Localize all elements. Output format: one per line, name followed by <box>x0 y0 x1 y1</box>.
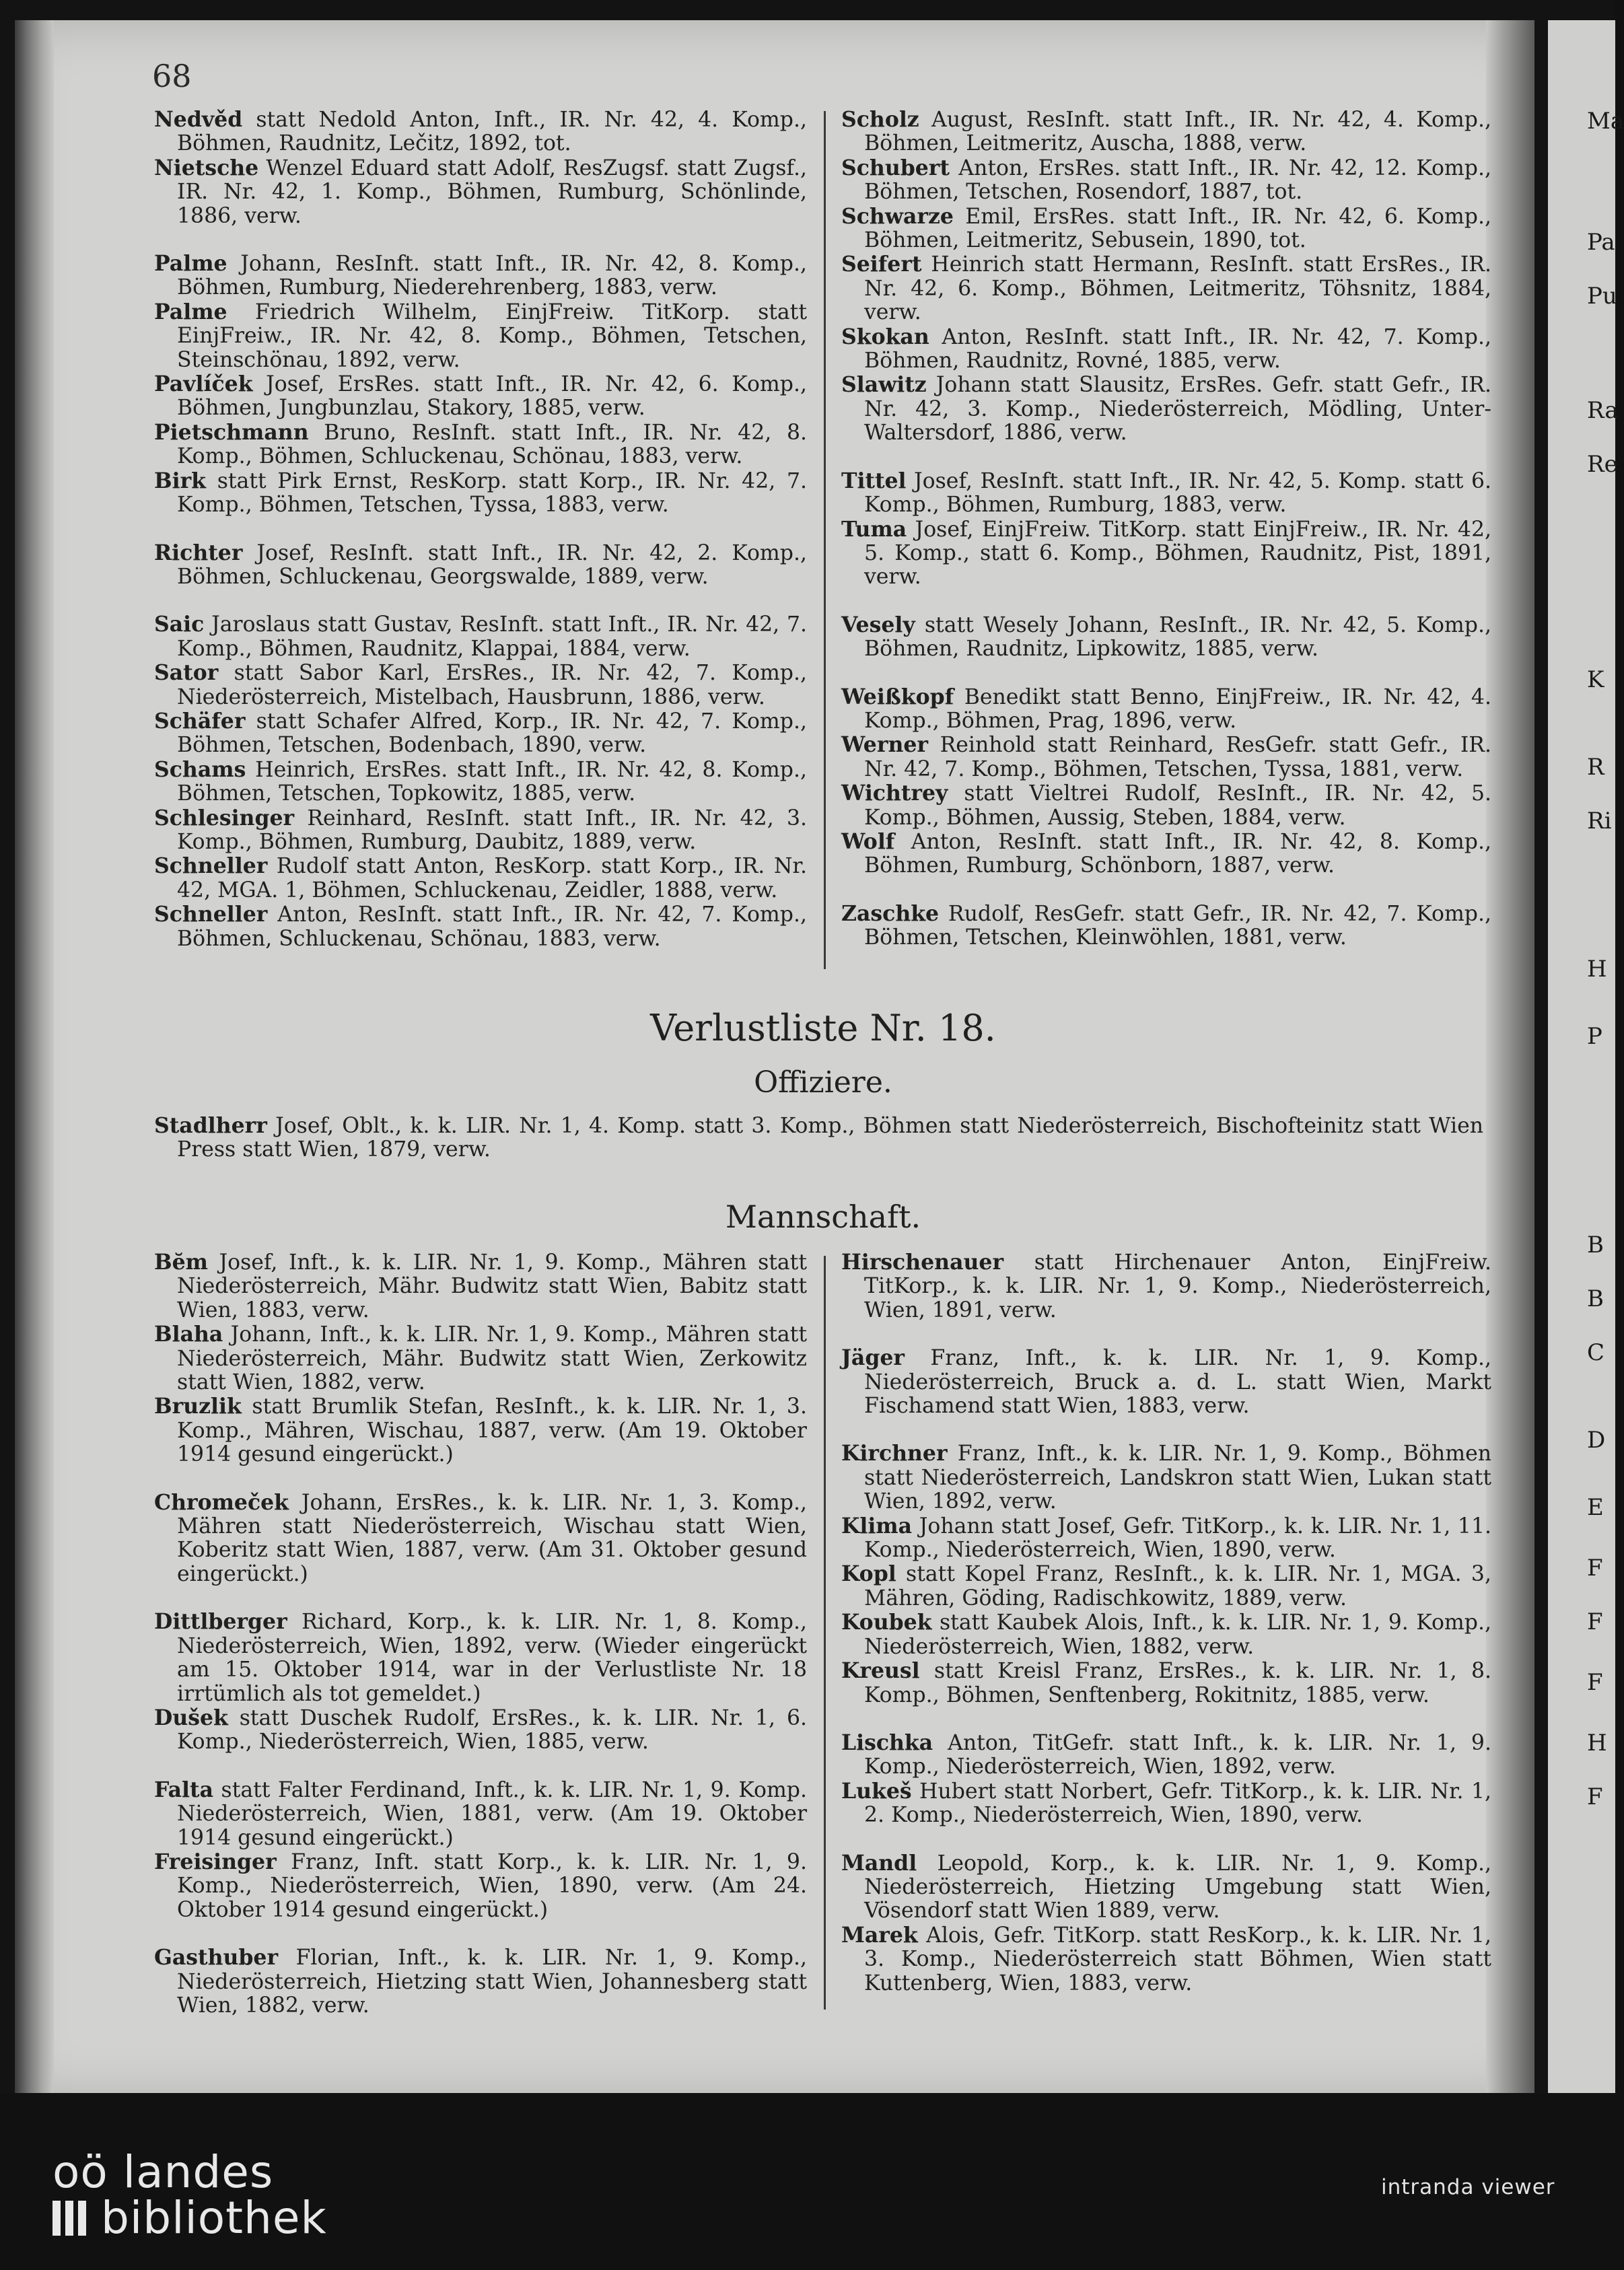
entry-name: Pavlíček <box>154 371 253 397</box>
entry-name: Gasthuber <box>154 1945 279 1971</box>
entry-name: Schäfer <box>154 708 246 734</box>
entry-text: statt Nedold Anton, Inft., IR. Nr. 42, 4. Komp., Böhmen, Raudnitz, Lečitz, 1892, tot. <box>177 108 807 156</box>
entry-text: Josef, Oblt., k. k. LIR. Nr. 1, 4. Komp. statt 3. Komp., Böhmen statt Niederösterreich, Bischofteinitz statt Wien Press statt Wien, 1879, verw. <box>177 1114 1483 1162</box>
entry-name: Lukeš <box>841 1778 912 1804</box>
logo-text-line1: oö landes <box>52 2146 274 2198</box>
entry-text: Florian, Inft., k. k. LIR. Nr. 1, 9. Komp., Niederösterreich, Hietzing statt Wien, Johannesberg statt Wien, 1882, verw. <box>177 1946 807 2018</box>
casualty-entry <box>154 854 807 902</box>
entry-text: Josef, ResInft. statt Inft., IR. Nr. 42, 5. Komp. statt 6. Komp., Böhmen, Rumburg, 1883, verw. <box>864 468 1491 518</box>
entry-spacer <box>154 228 807 252</box>
casualty-entry <box>154 1322 807 1394</box>
casualty-entry <box>841 325 1491 374</box>
entry-name: Stadlherr <box>154 1113 267 1138</box>
entry-name: Kirchner <box>841 1441 948 1466</box>
casualty-entry <box>841 685 1491 734</box>
entry-text: Benedikt statt Benno, EinjFreiw., IR. Nr. 42, 4. Komp., Böhmen, Prag, 1896, verw. <box>864 684 1491 733</box>
entry-text: statt Pirk Ernst, ResKorp. statt Korp., IR. Nr. 42, 7. Komp., Böhmen, Tetschen, Tyssa, 1883, verw. <box>177 468 807 518</box>
casualty-entry <box>841 1659 1491 1707</box>
casualty-entry <box>154 372 807 421</box>
casualty-entry <box>154 156 807 228</box>
entry-text: statt Brumlik Stefan, ResInft., k. k. LIR. Nr. 1, 3. Komp., Mähren, Wischau, 1887, verw. (Am 19. Oktober 1914 gesund eingerückt.) <box>177 1394 807 1467</box>
entry-name: Wolf <box>841 828 895 854</box>
entry-name: Saic <box>154 612 205 637</box>
entry-text: Reinhard, ResInft. statt Inft., IR. Nr. 42, 3. Komp., Böhmen, Rumburg, Daubitz, 1889, verw. <box>177 806 807 854</box>
casualty-entry <box>154 1778 807 1850</box>
entry-name: Werner <box>841 732 928 758</box>
column-divider-bottom <box>824 1256 826 2010</box>
casualty-entry <box>841 1923 1491 1995</box>
entry-text: Richard, Korp., k. k. LIR. Nr. 1, 8. Komp., Niederösterreich, Wien, 1892, verw. (Wieder eingerückt am 15. Oktober 1914, war in der Verlustliste Nr. 18 irrtümlich als tot gemeldet.) <box>177 1610 807 1706</box>
entry-text: Hubert statt Norbert, Gefr. TitKorp., k. k. LIR. Nr. 1, 2. Komp., Niederösterreich, Wien, 1890, verw. <box>864 1779 1491 1828</box>
entry-text: Josef, ResInft. statt Inft., IR. Nr. 42, 2. Komp., Böhmen, Schluckenau, Georgswalde, 1889, verw. <box>177 540 807 589</box>
next-page-fragment: R <box>1587 754 1604 781</box>
entry-text: Franz, Inft., k. k. LIR. Nr. 1, 9. Komp., Böhmen statt Niederösterreich, Landskron statt Wien, Lukan statt Wien, 1892, verw. <box>864 1442 1491 1514</box>
entry-name: Tuma <box>841 516 907 542</box>
viewer-brand-label: intranda viewer <box>1381 2175 1555 2199</box>
entry-name: Wichtrey <box>841 781 948 806</box>
casualty-entry <box>154 469 807 518</box>
next-page-fragment: P <box>1587 1023 1602 1050</box>
page-gutter-shadow <box>1486 20 1534 2100</box>
left-column-top <box>154 108 807 951</box>
entry-name: Schlesinger <box>154 805 295 830</box>
casualty-entry <box>154 1850 807 1922</box>
entry-text: Josef, EinjFreiw. TitKorp. statt EinjFreiw., IR. Nr. 42, 5. Komp., statt 6. Komp., Böhmen, Raudnitz, Pist, 1891, verw. <box>864 517 1491 590</box>
next-page-fragment: H <box>1587 1730 1607 1757</box>
entry-text: statt Schafer Alfred, Korp., IR. Nr. 42, 7. Komp., Böhmen, Tetschen, Bodenbach, 1890, verw. <box>177 709 807 758</box>
entry-text: Rudolf, ResGefr. statt Gefr., IR. Nr. 42, 7. Komp., Böhmen, Tetschen, Kleinwöhlen, 1881, verw. <box>864 901 1491 950</box>
casualty-entry <box>154 1610 807 1706</box>
next-page-fragment: D <box>1587 1427 1606 1454</box>
entry-text: Friedrich Wilhelm, EinjFreiw. TitKorp. statt EinjFreiw., IR. Nr. 42, 8. Komp., Böhmen, Tetschen, Steinschönau, 1892, verw. <box>177 299 807 372</box>
casualty-entry <box>154 1394 807 1466</box>
next-page-fragment: C <box>1587 1339 1605 1366</box>
casualty-entry <box>841 252 1491 324</box>
next-page-fragment: B <box>1587 1285 1604 1312</box>
entry-spacer <box>154 1922 807 1946</box>
logo-bars-icon <box>52 2197 94 2232</box>
entry-text: Anton, TitGefr. statt Inft., k. k. LIR. Nr. 1, 9. Komp., Niederösterreich, Wien, 1892, verw. <box>864 1730 1491 1779</box>
entry-text: Johann statt Slausitz, ErsRes. Gefr. statt Gefr., IR. Nr. 42, 3. Komp., Niederösterreich, Mödling, Unter-Waltersdorf, 1886, verw. <box>864 373 1491 446</box>
entry-spacer <box>841 878 1491 902</box>
casualty-entry <box>841 469 1491 518</box>
next-page-fragment: Pu <box>1587 283 1617 310</box>
next-page-fragment: Ri <box>1587 808 1612 835</box>
entry-name: Vesely <box>841 612 915 637</box>
entry-spacer <box>154 1467 807 1491</box>
entry-text: Rudolf statt Anton, ResKorp. statt Korp., IR. Nr. 42, MGA. 1, Böhmen, Schluckenau, Zeidler, 1888, verw. <box>177 854 807 902</box>
entry-name: Sator <box>154 660 219 686</box>
next-page-fragment: F <box>1587 1608 1603 1635</box>
entry-text: statt Kreisl Franz, ErsRes., k. k. LIR. Nr. 1, 8. Komp., Böhmen, Senftenberg, Rokitnitz, 1885, verw. <box>864 1659 1491 1707</box>
entry-name: Kreusl <box>841 1658 920 1684</box>
casualty-entry <box>154 1491 807 1587</box>
officer-entry <box>154 1114 1483 1162</box>
entry-name: Palme <box>154 299 227 324</box>
casualty-entry <box>841 205 1491 253</box>
entry-name: Skokan <box>841 324 929 349</box>
entry-text: statt Vieltrei Rudolf, ResInft., IR. Nr. 42, 5. Komp., Böhmen, Aussig, Steben, 1884, verw. <box>864 781 1491 830</box>
casualty-entry <box>841 733 1491 781</box>
entry-text: Josef, Inft., k. k. LIR. Nr. 1, 9. Komp., Mähren statt Niederösterreich, Mähr. Budwitz statt Wien, Babitz statt Wien, 1883, verw. <box>177 1250 807 1322</box>
entry-name: Richter <box>154 540 243 565</box>
entry-name: Schwarze <box>841 203 954 229</box>
entry-name: Birk <box>154 468 207 493</box>
next-page-fragment: H <box>1587 956 1607 983</box>
entry-name: Nietsche <box>154 155 259 180</box>
casualty-entry <box>154 806 807 855</box>
entry-name: Marek <box>841 1922 918 1948</box>
entry-name: Koubek <box>841 1610 932 1635</box>
entry-text: statt Kopel Franz, ResInft., k. k. LIR. Nr. 1, MGA. 3, Mähren, Göding, Radischkowitz, 1889, verw. <box>864 1562 1491 1610</box>
casualty-entry <box>154 421 807 469</box>
right-column-top <box>841 108 1491 950</box>
casualty-entry <box>841 830 1491 878</box>
entry-text: Emil, ErsRes. statt Inft., IR. Nr. 42, 6. Komp., Böhmen, Leitmeritz, Sebusein, 1890, tot. <box>864 204 1491 253</box>
next-page-edge <box>1548 20 1624 2100</box>
casualty-entry <box>841 613 1491 662</box>
entry-name: Zaschke <box>841 900 940 926</box>
casualty-entry <box>154 661 807 709</box>
entry-text: August, ResInft. statt Inft., IR. Nr. 42, 4. Komp., Böhmen, Leitmeritz, Auscha, 1888, verw. <box>864 108 1491 156</box>
next-page-fragment: Ra <box>1587 397 1619 424</box>
casualty-entry <box>841 1562 1491 1610</box>
entry-text: Franz, Inft., k. k. LIR. Nr. 1, 9. Komp., Niederösterreich, Bruck a. d. L. statt Wien, Markt Fischamend statt Wien, 1883, verw. <box>864 1346 1491 1419</box>
casualty-entry <box>841 108 1491 156</box>
library-logo[interactable] <box>52 2146 327 2244</box>
entry-name: Dušek <box>154 1705 228 1730</box>
entry-text: Alois, Gefr. TitKorp. statt ResKorp., k. k. LIR. Nr. 1, 3. Komp., Niederösterreich statt Böhmen, Wien statt Kuttenberg, Wien, 1883, verw. <box>864 1923 1491 1995</box>
officers-heading: Offiziere. <box>754 1065 892 1100</box>
entry-name: Freisinger <box>154 1849 277 1874</box>
casualty-entry <box>154 612 807 661</box>
entry-text: statt Sabor Karl, ErsRes., IR. Nr. 42, 7. Komp., Niederösterreich, Mistelbach, Hausbrunn, 1886, verw. <box>177 661 807 709</box>
entry-name: Dittlberger <box>154 1609 287 1635</box>
entry-spacer <box>841 1707 1491 1731</box>
entry-name: Nedvěd <box>154 107 243 132</box>
entry-name: Jäger <box>841 1345 905 1371</box>
entry-name: Palme <box>154 251 227 277</box>
entry-spacer <box>154 589 807 612</box>
casualty-entry <box>841 1779 1491 1828</box>
casualty-entry <box>841 373 1491 445</box>
casualty-entry <box>154 709 807 758</box>
entry-name: Schubert <box>841 155 950 180</box>
left-column-bottom <box>154 1250 807 2018</box>
entry-text: Anton, ResInft. statt Inft., IR. Nr. 42, 7. Komp., Böhmen, Raudnitz, Rovné, 1885, verw. <box>864 324 1491 374</box>
entry-text: statt Wesely Johann, ResInft., IR. Nr. 42, 5. Komp., Böhmen, Raudnitz, Lipkowitz, 1885, verw. <box>864 612 1491 662</box>
entry-name: Scholz <box>841 107 919 132</box>
entry-name: Bruzlik <box>154 1394 242 1419</box>
casualty-entry <box>154 252 807 300</box>
casualty-entry <box>841 1851 1491 1923</box>
entry-text: statt Falter Ferdinand, Inft., k. k. LIR. Nr. 1, 9. Komp. Niederösterreich, Wien, 1881, verw. (Am 19. Oktober 1914 gesund eingerückt.) <box>177 1777 807 1850</box>
entry-text: Johann, ErsRes., k. k. LIR. Nr. 1, 3. Komp., Mähren statt Niederösterreich, Wischau statt Wien, Koberitz statt Wien, 1887, verw. (Am 31. Oktober gesund eingerückt.) <box>177 1490 807 1586</box>
entry-text: Heinrich, ErsRes. statt Inft., IR. Nr. 42, 8. Komp., Böhmen, Tetschen, Topkowitz, 1885, verw. <box>177 757 807 806</box>
next-page-fragment: F <box>1587 1783 1603 1810</box>
entry-text: Wenzel Eduard statt Adolf, ResZugsf. statt Zugsf., IR. Nr. 42, 1. Komp., Böhmen, Rumburg, Schönlinde, 1886, verw. <box>177 155 807 228</box>
entry-text: statt Hirchenauer Anton, EinjFreiw. TitKorp., k. k. LIR. Nr. 1, 9. Komp., Niederösterreich, Wien, 1891, verw. <box>864 1250 1491 1322</box>
entry-name: Falta <box>154 1777 213 1802</box>
entry-text: Josef, ErsRes. statt Inft., IR. Nr. 42, 6. Komp., Böhmen, Jungbunzlau, Stakory, 1885, verw. <box>177 372 807 421</box>
entry-name: Kopl <box>841 1561 896 1587</box>
entry-text: Anton, ResInft. statt Inft., IR. Nr. 42, 7. Komp., Böhmen, Schluckenau, Schönau, 1883, verw. <box>177 902 807 951</box>
entry-name: Slawitz <box>841 372 927 398</box>
next-page-fragment: Pa <box>1587 229 1615 256</box>
entry-name: Chromeček <box>154 1489 289 1515</box>
entry-text: Bruno, ResInft. statt Inft., IR. Nr. 42, 8. Komp., Böhmen, Schluckenau, Schönau, 1883, verw. <box>177 420 807 469</box>
entry-name: Bĕm <box>154 1250 208 1275</box>
casualty-entry <box>154 108 807 156</box>
casualty-entry <box>154 1946 807 2018</box>
entry-text: Reinhold statt Reinhard, ResGefr. statt Gefr., IR. Nr. 42, 7. Komp., Böhmen, Tetschen, Tyssa, 1881, verw. <box>864 733 1491 781</box>
casualty-entry <box>841 1610 1491 1659</box>
entry-name: Weißkopf <box>841 684 954 709</box>
entry-spacer <box>154 1586 807 1610</box>
casualty-entry <box>841 518 1491 590</box>
entry-text: Jaroslaus statt Gustav, ResInft. statt Inft., IR. Nr. 42, 7. Komp., Böhmen, Raudnitz, Klappai, 1884, verw. <box>177 612 807 661</box>
list-title: Verlustliste Nr. 18. <box>650 1007 996 1049</box>
entry-name: Tittel <box>841 468 907 493</box>
casualty-entry <box>154 1706 807 1754</box>
right-column-bottom <box>841 1250 1491 1995</box>
column-divider <box>824 111 826 969</box>
entry-text: Johann, Inft., k. k. LIR. Nr. 1, 9. Komp., Mähren statt Niederösterreich, Mähr. Budwitz statt Wien, Zerkowitz statt Wien, 1882, verw. <box>177 1322 807 1395</box>
entry-spacer <box>841 446 1491 469</box>
entry-spacer <box>841 590 1491 613</box>
casualty-entry <box>841 1731 1491 1779</box>
entry-name: Mandl <box>841 1850 917 1876</box>
entry-name: Schneller <box>154 853 268 879</box>
casualty-entry <box>154 1250 807 1322</box>
casualty-entry <box>841 156 1491 205</box>
entry-spacer <box>841 1418 1491 1442</box>
entry-text: statt Kaubek Alois, Inft., k. k. LIR. Nr. 1, 9. Komp., Niederösterreich, Wien, 1882, verw. <box>864 1610 1491 1659</box>
entry-name: Schams <box>154 756 246 782</box>
casualty-entry <box>841 1514 1491 1563</box>
next-page-fragment: Ma <box>1587 108 1624 135</box>
entry-spacer <box>841 1828 1491 1851</box>
entry-name: Lischka <box>841 1730 933 1755</box>
entry-spacer <box>154 518 807 541</box>
entry-text: Franz, Inft. statt Korp., k. k. LIR. Nr. 1, 9. Komp., Niederösterreich, Wien, 1890, verw. (Am 24. Oktober 1914 gesund eingerückt.) <box>177 1849 807 1922</box>
entry-spacer <box>841 1322 1491 1346</box>
casualty-entry <box>154 758 807 806</box>
men-heading: Mannschaft. <box>725 1199 921 1235</box>
casualty-entry <box>841 902 1491 950</box>
casualty-entry <box>841 1250 1491 1322</box>
casualty-entry <box>154 300 807 372</box>
casualty-entry <box>154 902 807 951</box>
logo-text-line2: bibliothek <box>101 2192 327 2244</box>
next-page-fragment: F <box>1587 1669 1603 1696</box>
casualty-entry <box>841 781 1491 830</box>
entry-spacer <box>841 662 1491 685</box>
entry-text: Anton, ResInft. statt Inft., IR. Nr. 42, 8. Komp., Böhmen, Rumburg, Schönborn, 1887, verw. <box>864 829 1491 878</box>
entry-text: Leopold, Korp., k. k. LIR. Nr. 1, 9. Komp., Niederösterreich, Hietzing Umgebung statt Wien, Vösendorf statt Wien 1889, verw. <box>864 1851 1491 1923</box>
casualty-entry <box>841 1346 1491 1418</box>
entry-name: Seifert <box>841 252 922 277</box>
casualty-entry <box>154 541 807 590</box>
entry-spacer <box>154 1754 807 1778</box>
casualty-entry <box>841 1442 1491 1514</box>
entry-name: Klima <box>841 1513 913 1538</box>
entry-text: Anton, ErsRes. statt Inft., IR. Nr. 42, 12. Komp., Böhmen, Tetschen, Rosendorf, 1887, tot. <box>864 155 1491 205</box>
page-number: 68 <box>152 58 192 94</box>
entry-name: Pietschmann <box>154 419 309 445</box>
next-page-fragment: B <box>1587 1232 1604 1258</box>
entry-text: Johann, ResInft. statt Inft., IR. Nr. 42, 8. Komp., Böhmen, Rumburg, Niederehrenberg, 1883, verw. <box>177 252 807 300</box>
next-page-fragment: K <box>1587 666 1604 693</box>
entry-name: Hirschenauer <box>841 1250 1004 1275</box>
book-spine-shadow <box>15 20 54 2100</box>
entry-text: statt Duschek Rudolf, ErsRes., k. k. LIR. Nr. 1, 6. Komp., Niederösterreich, Wien, 1885, verw. <box>177 1705 807 1754</box>
next-page-fragment: F <box>1587 1555 1603 1582</box>
entry-text: Heinrich statt Hermann, ResInft. statt ErsRes., IR. Nr. 42, 6. Komp., Böhmen, Leitmeritz, Töhsnitz, 1884, verw. <box>864 252 1491 325</box>
next-page-fragment: Re <box>1587 451 1618 478</box>
entry-name: Schneller <box>154 902 268 927</box>
entry-name: Blaha <box>154 1322 223 1347</box>
entry-text: Johann statt Josef, Gefr. TitKorp., k. k. LIR. Nr. 1, 11. Komp., Niederösterreich, Wien, 1890, verw. <box>864 1514 1491 1563</box>
next-page-fragment: E <box>1587 1494 1604 1521</box>
